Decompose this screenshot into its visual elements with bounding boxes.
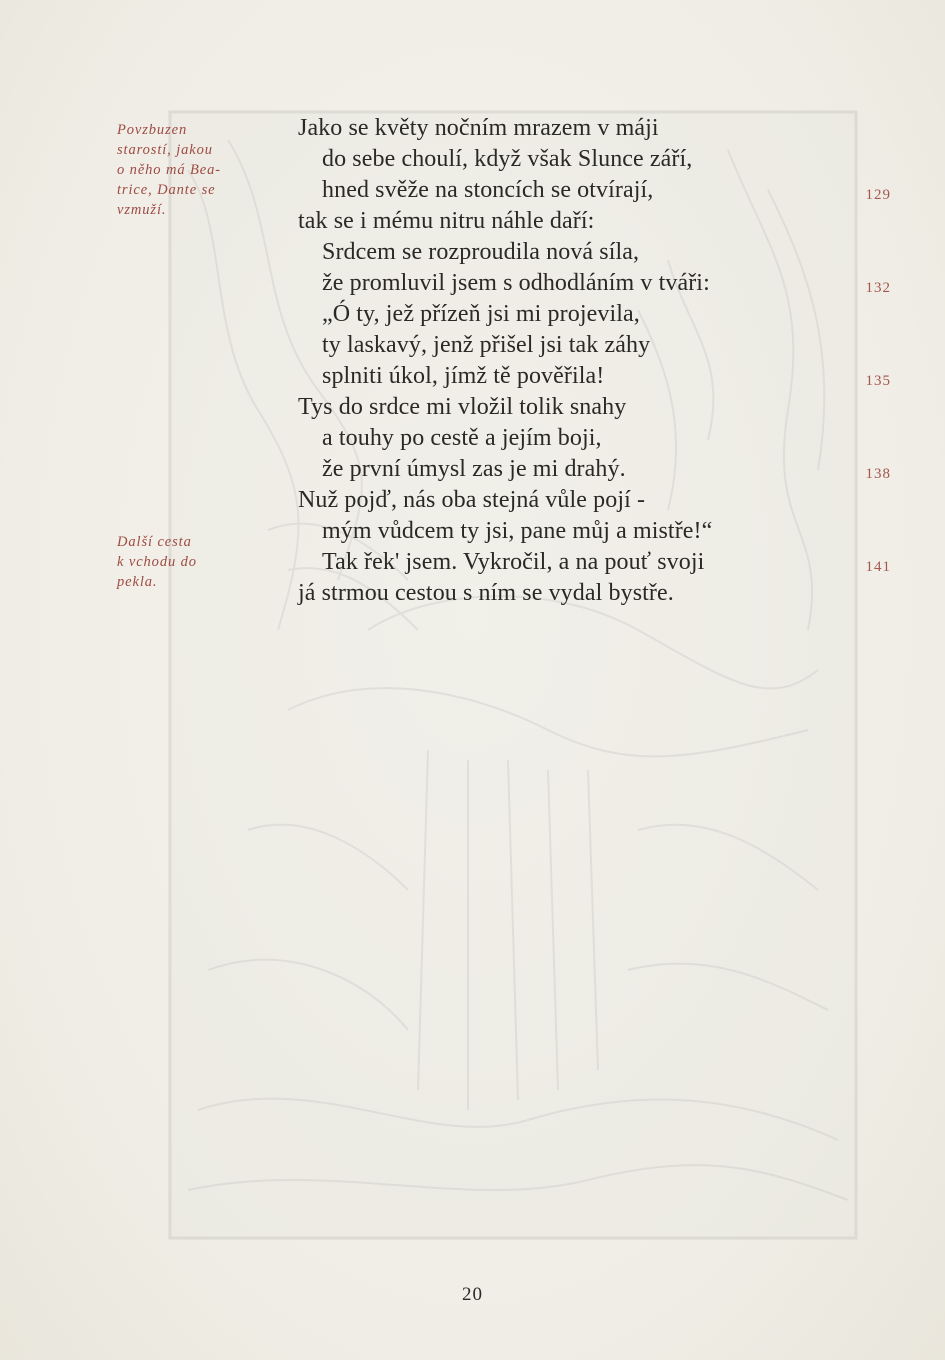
verse-line: do sebe choulí, když však Slunce září, xyxy=(322,146,693,172)
verse-line: tak se i mému nitru náhle daří: xyxy=(298,208,595,234)
verse-line: že promluvil jsem s odhodláním v tváři: xyxy=(322,270,710,296)
page-number: 20 xyxy=(462,1284,483,1305)
verse-line: mým vůdcem ty jsi, pane můj a mistře!“ xyxy=(322,518,713,544)
marginal-note-line: Další cesta xyxy=(117,534,192,550)
line-number: 129 xyxy=(865,187,891,203)
line-number: 132 xyxy=(865,280,891,296)
marginal-note-line: pekla. xyxy=(117,574,158,590)
marginal-note-line: trice, Dante se xyxy=(117,182,216,198)
verse-line: já strmou cestou s ním se vydal bystře. xyxy=(298,580,674,606)
poem-verse xyxy=(298,113,712,609)
marginal-note-line: vzmuží. xyxy=(117,202,167,218)
marginal-note-1 xyxy=(117,120,267,220)
marginal-note-line: starostí, jakou xyxy=(117,142,213,158)
verse-line: Jako se květy nočním mrazem v máji xyxy=(298,115,659,141)
verse-line: že první úmysl zas je mi drahý. xyxy=(322,456,626,482)
line-number: 138 xyxy=(865,466,891,482)
verse-line: splniti úkol, jímž tě pověřila! xyxy=(322,363,605,389)
marginal-note-line: o něho má Bea- xyxy=(117,162,222,178)
verse-line: a touhy po cestě a jejím boji, xyxy=(322,425,602,451)
marginal-note-line: k vchodu do xyxy=(117,554,197,570)
verse-line: ty laskavý, jenž přišel jsi tak záhy xyxy=(322,332,651,358)
line-number: 141 xyxy=(865,559,891,575)
marginal-note-2 xyxy=(117,532,267,592)
verse-line: hned svěže na stoncích se otvírají, xyxy=(322,177,654,203)
line-number: 135 xyxy=(865,373,891,389)
verse-line: Tak řek' jsem. Vykročil, a na pouť svoji xyxy=(322,549,705,575)
verse-line: Tys do srdce mi vložil tolik snahy xyxy=(298,394,627,420)
verse-line: Nuž pojď, nás oba stejná vůle pojí - xyxy=(298,487,646,513)
verse-line: Srdcem se rozproudila nová síla, xyxy=(322,239,640,265)
verse-line: „Ó ty, jež přízeň jsi mi projevila, xyxy=(322,301,640,327)
marginal-note-line: Povzbuzen xyxy=(117,122,188,138)
